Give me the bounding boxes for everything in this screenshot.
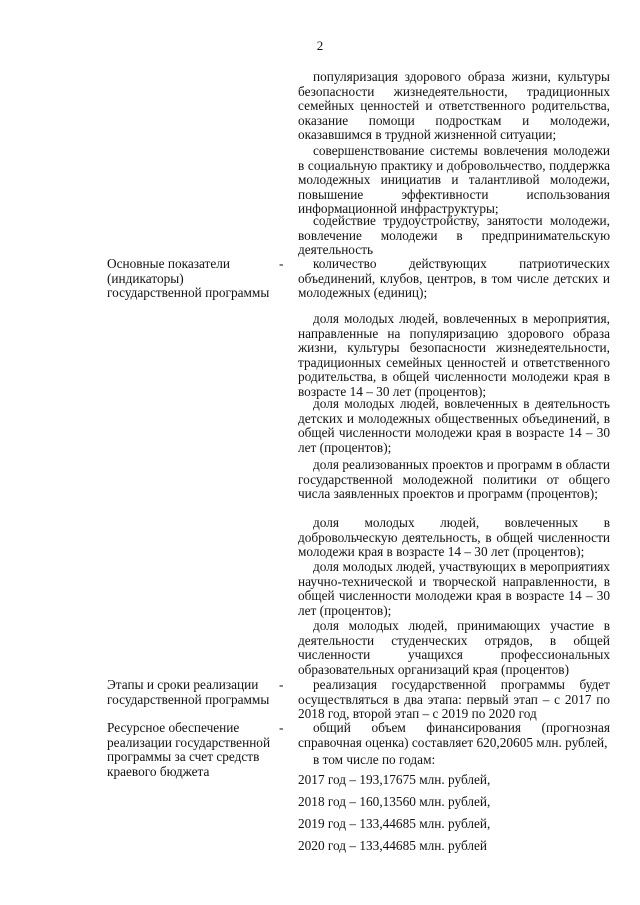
goal-paragraph: содействие трудоустройству, занятости молодежи, вовлечение молодежи в предпринимательскую деятельность xyxy=(298,213,610,258)
indicator-item: доля молодых людей, вовлеченных в деятельность детских и молодежных общественных объединений, в общей численности молодежи края в возрасте 14 – 30 лет (процентов); xyxy=(298,396,610,455)
funding-year-line: 2018 год – 160,13560 млн. рублей, xyxy=(298,794,491,809)
indicator-item: доля реализованных проектов и программ в области государственной молодежной политики от общего числа заявленных проектов и программ (процентов); xyxy=(298,457,610,502)
funding-year-line: 2019 год – 133,44685 млн. рублей, xyxy=(298,816,491,831)
indicator-item: доля молодых людей, принимающих участие в деятельности студенческих отрядов, в общей численности учащихся профессиональных образовательных организаций края (процентов) xyxy=(298,618,610,677)
funding-year-line: 2017 год – 193,17675 млн. рублей, xyxy=(298,772,491,787)
stages-label: Этапы и сроки реализации государственной программы xyxy=(107,677,270,707)
indicator-item: количество действующих патриотических объединений, клубов, центров, в том числе детских и молодежных (единиц); xyxy=(298,256,610,301)
funding-years-intro: в том числе по годам: xyxy=(313,752,436,767)
indicator-item: доля молодых людей, участвующих в мероприятиях научно-технической и творческой направленности, в общей численности молодежи края в возрасте 14 – 30 лет (процентов); xyxy=(298,559,610,618)
goal-paragraph: совершенствование системы вовлечения молодежи в социальную практику и добровольчество, поддержка молодежных инициатив и талантливой молодежи, повышение эффективности использования информационной инфраструктуры; xyxy=(298,143,610,217)
funding-text: общий объем финансирования (прогнозная справочная оценка) составляет 620,20605 млн. рублей, xyxy=(298,720,610,750)
indicator-item: доля молодых людей, вовлеченных в добровольческую деятельность, в общей численности молодежи края в возрасте 14 – 30 лет (процентов); xyxy=(298,515,610,560)
stages-text: реализация государственной программы будет осуществляться в два этапа: первый этап – с 2017 по 2018 год, второй этап – с 2019 по 2020 год xyxy=(298,677,610,722)
indicator-item: доля молодых людей, вовлеченных в мероприятия, направленные на популяризацию здорового образа жизни, культуры безопасности жизнедеятельности, традиционных семейных ценностей и ответственного родительства, в общей численности молодежи края в возрасте 14 – 30 лет (процентов); xyxy=(298,311,610,399)
indicators-dash: - xyxy=(279,256,284,271)
funding-year-line: 2020 год – 133,44685 млн. рублей xyxy=(298,838,488,853)
page-number: 2 xyxy=(316,38,324,53)
funding-dash: - xyxy=(279,720,284,735)
goal-paragraph: популяризация здорового образа жизни, культуры безопасности жизнедеятельности, традиционных семейных ценностей и ответственного родительства, оказание помощи подросткам и молодежи, оказавшимся в трудной жизненной ситуации; xyxy=(298,69,610,143)
funding-label: Ресурсное обеспечение реализации государственной программы за счет средств краевого бюджета xyxy=(107,720,271,779)
stages-dash: - xyxy=(279,677,284,692)
indicators-label: Основные показатели (индикаторы) государственной программы xyxy=(107,256,270,301)
